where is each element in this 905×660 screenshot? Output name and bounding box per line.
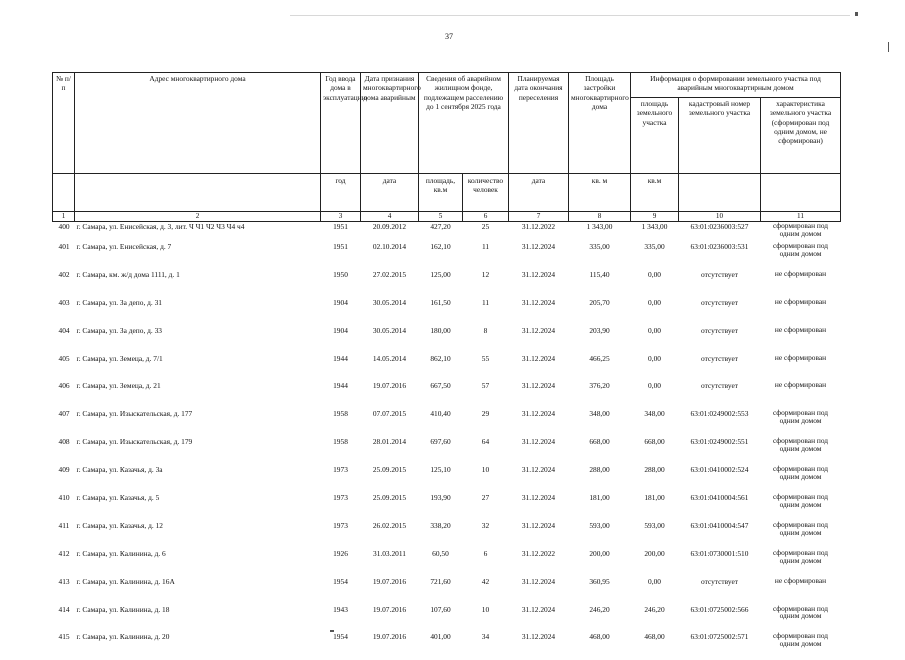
row-residents: 57 <box>463 381 509 409</box>
row-year-built: 1904 <box>321 298 361 326</box>
scan-artifact-line <box>290 15 850 16</box>
row-recognition-date: 02.10.2014 <box>361 242 419 270</box>
row-planned-date: 31.12.2024 <box>509 577 569 605</box>
table-row <box>53 270 841 298</box>
row-fund-area: 193,90 <box>419 493 463 521</box>
row-residents: 11 <box>463 298 509 326</box>
row-land-status: сформирован под одним домом <box>761 521 841 549</box>
row-year-built: 1926 <box>321 549 361 577</box>
unit-land-area: кв.м <box>631 174 679 212</box>
scan-speck <box>888 42 889 52</box>
row-building-area: 593,00 <box>569 521 631 549</box>
row-cadastral-number: отсутствует <box>679 354 761 382</box>
row-building-area: 246,20 <box>569 605 631 633</box>
header-year-built: Год ввода дома в эксплуатацию <box>321 73 361 174</box>
scan-speck <box>855 12 858 16</box>
row-land-area: 335,00 <box>631 242 679 270</box>
row-land-status: не сформирован <box>761 354 841 382</box>
row-year-built: 1950 <box>321 270 361 298</box>
row-residents: 34 <box>463 632 509 660</box>
row-building-area: 668,00 <box>569 437 631 465</box>
row-fund-area: 180,00 <box>419 326 463 354</box>
row-address: г. Самара, ул. Изыскательская, д. 177 <box>75 409 321 437</box>
row-building-area: 466,25 <box>569 354 631 382</box>
row-recognition-date: 28.01.2014 <box>361 437 419 465</box>
row-planned-date: 31.12.2024 <box>509 354 569 382</box>
table-row <box>53 222 841 243</box>
row-address: г. Самара, км. ж/д дома 1111, д. 1 <box>75 270 321 298</box>
row-land-status: сформирован под одним домом <box>761 493 841 521</box>
row-cadastral-number: отсутствует <box>679 298 761 326</box>
row-building-area: 288,00 <box>569 465 631 493</box>
page-number: 37 <box>445 32 453 41</box>
row-residents: 11 <box>463 242 509 270</box>
row-recognition-date: 19.07.2016 <box>361 605 419 633</box>
row-planned-date: 31.12.2024 <box>509 632 569 660</box>
row-address: г. Самара, ул. Калинина, д. 20 <box>75 632 321 660</box>
row-building-area: 360,95 <box>569 577 631 605</box>
column-number: 9 <box>631 212 679 222</box>
table-row <box>53 577 841 605</box>
column-number: 7 <box>509 212 569 222</box>
row-fund-area: 125,10 <box>419 465 463 493</box>
row-land-status: сформирован под одним домом <box>761 632 841 660</box>
row-recognition-date: 07.07.2015 <box>361 409 419 437</box>
row-building-area: 181,00 <box>569 493 631 521</box>
row-building-area: 348,00 <box>569 409 631 437</box>
row-number: 415 <box>53 632 75 660</box>
row-recognition-date: 19.07.2016 <box>361 577 419 605</box>
table-row <box>53 354 841 382</box>
row-number: 411 <box>53 521 75 549</box>
row-cadastral-number: отсутствует <box>679 326 761 354</box>
row-land-status: не сформирован <box>761 326 841 354</box>
row-land-status: сформирован под одним домом <box>761 605 841 633</box>
row-year-built: 1954 <box>321 632 361 660</box>
row-recognition-date: 19.07.2016 <box>361 381 419 409</box>
column-number: 1 <box>53 212 75 222</box>
row-residents: 12 <box>463 270 509 298</box>
unit-fund-people: количество человек <box>463 174 509 212</box>
row-land-status: не сформирован <box>761 298 841 326</box>
row-residents: 10 <box>463 465 509 493</box>
unit-blank <box>679 174 761 212</box>
row-fund-area: 107,60 <box>419 605 463 633</box>
row-year-built: 1943 <box>321 605 361 633</box>
row-land-area: 0,00 <box>631 354 679 382</box>
row-land-status: не сформирован <box>761 577 841 605</box>
table-row <box>53 549 841 577</box>
row-number: 401 <box>53 242 75 270</box>
row-land-status: сформирован под одним домом <box>761 409 841 437</box>
row-cadastral-number: отсутствует <box>679 577 761 605</box>
row-cadastral-number: 63:01:0730001:510 <box>679 549 761 577</box>
row-building-area: 115,40 <box>569 270 631 298</box>
row-building-area: 376,20 <box>569 381 631 409</box>
row-building-area: 1 343,00 <box>569 222 631 243</box>
unit-planned-date: дата <box>509 174 569 212</box>
row-address: г. Самара, ул. Калинина, д. 16А <box>75 577 321 605</box>
row-land-status: сформирован под одним домом <box>761 549 841 577</box>
row-number: 408 <box>53 437 75 465</box>
row-fund-area: 161,50 <box>419 298 463 326</box>
header-recognition-date: Дата признания многоквартирного дома аварийным <box>361 73 419 174</box>
row-address: г. Самара, ул. Земеца, д. 21 <box>75 381 321 409</box>
unit-date: дата <box>361 174 419 212</box>
table-row <box>53 437 841 465</box>
row-recognition-date: 14.05.2014 <box>361 354 419 382</box>
row-cadastral-number: отсутствует <box>679 381 761 409</box>
row-number: 407 <box>53 409 75 437</box>
row-fund-area: 125,00 <box>419 270 463 298</box>
table-row <box>53 632 841 660</box>
row-residents: 55 <box>463 354 509 382</box>
row-address: г. Самара, ул. Изыскательская, д. 179 <box>75 437 321 465</box>
table-row <box>53 298 841 326</box>
row-recognition-date: 25.09.2015 <box>361 465 419 493</box>
row-address: г. Самара, ул. Енисейская, д. 7 <box>75 242 321 270</box>
row-land-area: 0,00 <box>631 577 679 605</box>
row-number: 409 <box>53 465 75 493</box>
row-building-area: 468,00 <box>569 632 631 660</box>
row-fund-area: 427,20 <box>419 222 463 243</box>
row-planned-date: 31.12.2024 <box>509 381 569 409</box>
header-land-area: площадь земельного участка <box>631 98 679 174</box>
column-number: 2 <box>75 212 321 222</box>
row-residents: 29 <box>463 409 509 437</box>
row-year-built: 1904 <box>321 326 361 354</box>
row-fund-area: 862,10 <box>419 354 463 382</box>
row-year-built: 1973 <box>321 493 361 521</box>
row-planned-date: 31.12.2024 <box>509 409 569 437</box>
row-land-status: сформирован под одним домом <box>761 437 841 465</box>
column-number: 10 <box>679 212 761 222</box>
row-residents: 64 <box>463 437 509 465</box>
row-land-area: 0,00 <box>631 298 679 326</box>
row-year-built: 1944 <box>321 354 361 382</box>
row-land-status: не сформирован <box>761 381 841 409</box>
row-building-area: 203,90 <box>569 326 631 354</box>
row-planned-date: 31.12.2024 <box>509 437 569 465</box>
table-row <box>53 381 841 409</box>
row-residents: 25 <box>463 222 509 243</box>
row-recognition-date: 30.05.2014 <box>361 298 419 326</box>
row-cadastral-number: 63:01:0410004:547 <box>679 521 761 549</box>
row-recognition-date: 27.02.2015 <box>361 270 419 298</box>
row-cadastral-number: 63:01:0725002:566 <box>679 605 761 633</box>
row-recognition-date: 20.09.2012 <box>361 222 419 243</box>
column-number: 3 <box>321 212 361 222</box>
row-address: г. Самара, ул. Калинина, д. 6 <box>75 549 321 577</box>
row-cadastral-number: 63:01:0249002:551 <box>679 437 761 465</box>
row-cadastral-number: отсутствует <box>679 270 761 298</box>
header-land-status: характеристика земельного участка (сформирован под одним домом, не сформирован) <box>761 98 841 174</box>
table-row <box>53 242 841 270</box>
header-emergency-fund: Сведения об аварийном жилищном фонде, подлежащем расселению до 1 сентября 2025 года <box>419 73 509 174</box>
row-fund-area: 410,40 <box>419 409 463 437</box>
row-planned-date: 31.12.2022 <box>509 222 569 243</box>
header-building-area: Площадь застройки многоквартирного дома <box>569 73 631 174</box>
row-year-built: 1951 <box>321 242 361 270</box>
row-planned-date: 31.12.2024 <box>509 270 569 298</box>
row-address: г. Самара, ул. Земеца, д. 7/1 <box>75 354 321 382</box>
table-body <box>53 222 841 660</box>
row-address: г. Самара, ул. За депо, д. 33 <box>75 326 321 354</box>
row-number: 405 <box>53 354 75 382</box>
row-number: 403 <box>53 298 75 326</box>
table-row <box>53 493 841 521</box>
row-land-status: сформирован под одним домом <box>761 222 841 243</box>
row-land-area: 1 343,00 <box>631 222 679 243</box>
row-land-area: 348,00 <box>631 409 679 437</box>
row-number: 412 <box>53 549 75 577</box>
row-year-built: 1958 <box>321 409 361 437</box>
row-year-built: 1958 <box>321 437 361 465</box>
table-row <box>53 605 841 633</box>
row-address: г. Самара, ул. Казачья, д. 12 <box>75 521 321 549</box>
row-address: г. Самара, ул. Казачья, д. 3а <box>75 465 321 493</box>
row-fund-area: 162,10 <box>419 242 463 270</box>
table-row <box>53 521 841 549</box>
row-building-area: 335,00 <box>569 242 631 270</box>
row-fund-area: 60,50 <box>419 549 463 577</box>
row-year-built: 1973 <box>321 521 361 549</box>
row-land-area: 288,00 <box>631 465 679 493</box>
row-cadastral-number: 63:01:0725002:571 <box>679 632 761 660</box>
unit-blank <box>53 174 75 212</box>
row-cadastral-number: 63:01:0410002:524 <box>679 465 761 493</box>
row-land-status: не сформирован <box>761 270 841 298</box>
row-residents: 32 <box>463 521 509 549</box>
row-address: г. Самара, ул. Казачья, д. 5 <box>75 493 321 521</box>
row-planned-date: 31.12.2024 <box>509 493 569 521</box>
row-cadastral-number: 63:01:0236003:527 <box>679 222 761 243</box>
row-number: 413 <box>53 577 75 605</box>
row-number: 406 <box>53 381 75 409</box>
row-number: 414 <box>53 605 75 633</box>
row-number: 402 <box>53 270 75 298</box>
row-residents: 10 <box>463 605 509 633</box>
row-land-status: сформирован под одним домом <box>761 465 841 493</box>
unit-area: кв. м <box>569 174 631 212</box>
table-row <box>53 326 841 354</box>
row-cadastral-number: 63:01:0249002:553 <box>679 409 761 437</box>
row-planned-date: 31.12.2024 <box>509 242 569 270</box>
row-land-area: 593,00 <box>631 521 679 549</box>
unit-blank <box>761 174 841 212</box>
row-recognition-date: 19.07.2016 <box>361 632 419 660</box>
row-land-area: 246,20 <box>631 605 679 633</box>
row-land-area: 0,00 <box>631 381 679 409</box>
row-residents: 6 <box>463 549 509 577</box>
unit-fund-area: площадь, кв.м <box>419 174 463 212</box>
row-building-area: 205,70 <box>569 298 631 326</box>
row-planned-date: 31.12.2022 <box>509 549 569 577</box>
row-land-area: 468,00 <box>631 632 679 660</box>
row-address: г. Самара, ул. За депо, д. 31 <box>75 298 321 326</box>
row-residents: 42 <box>463 577 509 605</box>
header-cadastral: кадастровый номер земельного участка <box>679 98 761 174</box>
row-recognition-date: 30.05.2014 <box>361 326 419 354</box>
column-number: 8 <box>569 212 631 222</box>
column-number: 11 <box>761 212 841 222</box>
row-year-built: 1954 <box>321 577 361 605</box>
unit-blank <box>75 174 321 212</box>
header-land-info: Информация о формировании земельного участка под аварийным многоквартирным домом <box>631 73 841 98</box>
header-address: Адрес многоквартирного дома <box>75 73 321 174</box>
row-land-area: 0,00 <box>631 326 679 354</box>
row-building-area: 200,00 <box>569 549 631 577</box>
row-fund-area: 697,60 <box>419 437 463 465</box>
row-cadastral-number: 63:01:0236003:531 <box>679 242 761 270</box>
row-planned-date: 31.12.2024 <box>509 605 569 633</box>
row-land-area: 668,00 <box>631 437 679 465</box>
row-land-area: 181,00 <box>631 493 679 521</box>
row-year-built: 1973 <box>321 465 361 493</box>
row-planned-date: 31.12.2024 <box>509 521 569 549</box>
row-number: 404 <box>53 326 75 354</box>
table-row <box>53 409 841 437</box>
row-land-area: 200,00 <box>631 549 679 577</box>
emergency-housing-table <box>52 72 841 660</box>
row-recognition-date: 31.03.2011 <box>361 549 419 577</box>
column-number: 4 <box>361 212 419 222</box>
row-fund-area: 338,20 <box>419 521 463 549</box>
row-address: г. Самара, ул. Енисейская, д. 3, лит. Ч Ч1 Ч2 Ч3 Ч4 ч4 <box>75 222 321 243</box>
row-year-built: 1951 <box>321 222 361 243</box>
row-residents: 8 <box>463 326 509 354</box>
table-row <box>53 465 841 493</box>
row-number: 410 <box>53 493 75 521</box>
row-number: 400 <box>53 222 75 243</box>
row-land-status: сформирован под одним домом <box>761 242 841 270</box>
row-land-area: 0,00 <box>631 270 679 298</box>
row-fund-area: 401,00 <box>419 632 463 660</box>
row-planned-date: 31.12.2024 <box>509 465 569 493</box>
unit-year: год <box>321 174 361 212</box>
column-number: 6 <box>463 212 509 222</box>
row-fund-area: 667,50 <box>419 381 463 409</box>
row-recognition-date: 26.02.2015 <box>361 521 419 549</box>
row-planned-date: 31.12.2024 <box>509 298 569 326</box>
row-planned-date: 31.12.2024 <box>509 326 569 354</box>
row-cadastral-number: 63:01:0410004:561 <box>679 493 761 521</box>
row-year-built: 1944 <box>321 381 361 409</box>
row-residents: 27 <box>463 493 509 521</box>
header-num: № п/п <box>53 73 75 174</box>
row-address: г. Самара, ул. Калинина, д. 18 <box>75 605 321 633</box>
column-number: 5 <box>419 212 463 222</box>
row-recognition-date: 25.09.2015 <box>361 493 419 521</box>
header-planned-date: Планируемая дата окончания переселения <box>509 73 569 174</box>
row-fund-area: 721,60 <box>419 577 463 605</box>
